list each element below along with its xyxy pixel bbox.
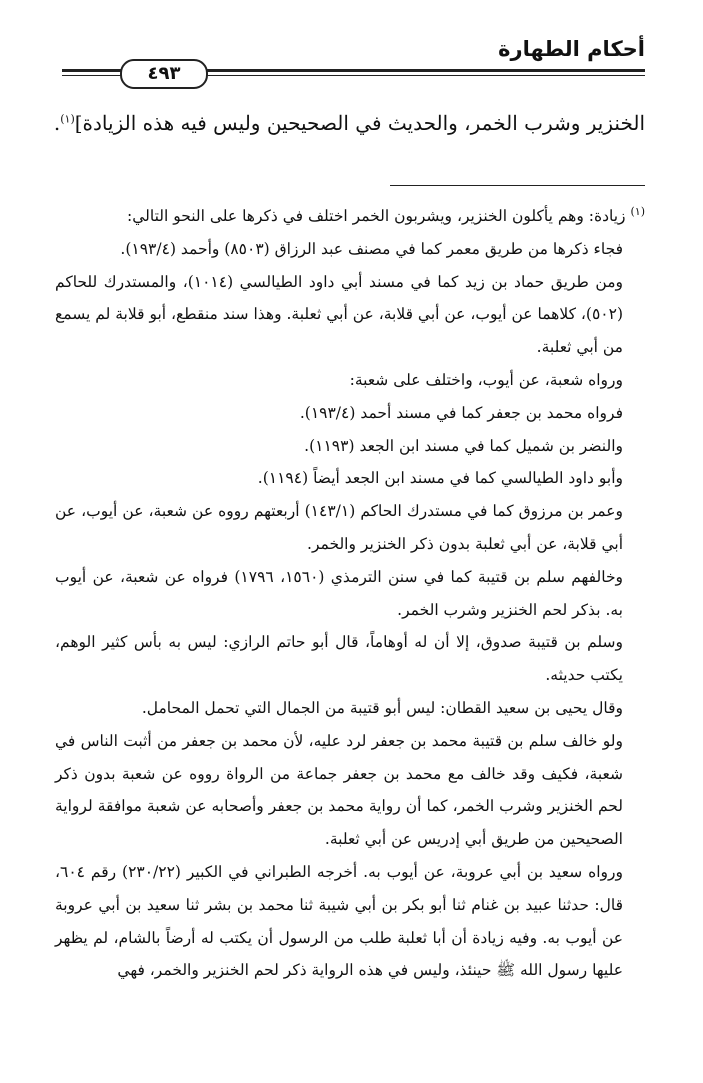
footnote-line: زيادة: وهم يأكلون الخنزير، ويشربون الخمر اختلف في ذكرها على النحو التالي: xyxy=(126,207,626,225)
page-number: ٤٩٣ xyxy=(120,59,208,89)
footnote-paragraph: فجاء ذكرها من طريق معمر كما في مصنف عبد الرزاق (٨٥٠٣) وأحمد (١٩٣/٤). xyxy=(120,239,623,258)
footnote-paragraph: ولو خالف سلم بن قتيبة محمد بن جعفر لرد عليه، لأن محمد بن جعفر من أثبت الناس في شعبة، فكيف وقد خالف مع محمد بن جعفر جماعة من الرواة رووه عن شعبة بدون ذكر لحم الخنزير وشرب الخمر، كما أن رواية محمد بن جعفر وأصحابه عن شعبة موافقة لرواية الصحيحين من طريق أبي إدريس عن أبي ثعلبة. xyxy=(55,731,623,849)
footnote-paragraph: وعمر بن مرزوق كما في مستدرك الحاكم (١٤٣/١) أربعتهم رووه عن شعبة، عن أيوب، عن أبي قلابة، عن أبي ثعلبة بدون ذكر الخنزير والخمر. xyxy=(55,502,624,553)
main-text-end: . xyxy=(53,111,61,135)
footnote-marker: (١) xyxy=(630,204,645,218)
footnote-paragraph: ورواه شعبة، عن أيوب، واختلف على شعبة: xyxy=(349,370,623,389)
footnote-paragraph: ورواه سعيد بن أبي عروبة، عن أيوب به. أخرجه الطبراني في الكبير (٢٣٠/٢٢) رقم ٦٠٤، قال: حدثنا عبيد بن غنام ثنا أبو بكر بن أبي شيبة ثنا محمد بن بشر ثنا سعيد بن أبي عروبة عن أيوب به. وفيه زيادة أن أبا ثعلبة طلب من الرسول أن يكتب له أرضاً بالشام، لم يظهر عليها رسول الله ﷺ حينئذ، وليس في هذه الرواية ذكر لحم الخنزير والخمر، فهي xyxy=(55,862,623,980)
footnote-paragraph: وأبو داود الطيالسي كما في مسند ابن الجعد أيضاً (١١٩٤). xyxy=(257,469,623,488)
footnotes xyxy=(55,200,645,987)
footnote-paragraph: فرواه محمد بن جعفر كما في مسند أحمد (١٩٣/٤). xyxy=(299,403,623,422)
main-text-line: الخنزير وشرب الخمر، والحديث في الصحيحين وليس فيه هذه الزيادة] xyxy=(74,111,645,135)
running-title: أحكام الطهارة xyxy=(498,37,645,61)
footnote-paragraph: وسلم بن قتيبة صدوق، إلا أن له أوهاماً، قال أبو حاتم الرازي: ليس به بأس كثير الوهم، يكتب حديثه. xyxy=(55,633,623,685)
footnote-paragraph: ومن طريق حماد بن زيد كما في مسند أبي داود الطيالسي (١٠١٤)، والمستدرك للحاكم (٥٠٢)، كلاهما عن أيوب، عن أبي قلابة، عن أبي ثعلبة. وهذا سند منقطع، أبو قلابة لم يسمع من أبي ثعلبة. xyxy=(55,272,624,357)
main-text-note-marker: (١) xyxy=(60,112,75,126)
footnote-paragraph xyxy=(55,200,645,233)
footnote-paragraph: وخالفهم سلم بن قتيبة كما في سنن الترمذي (١٥٦٠، ١٧٩٦) فرواه عن شعبة، عن أيوب به. بذكر لحم الخنزير وشرب الخمر. xyxy=(55,567,624,619)
footnote-paragraph: وقال يحيى بن سعيد القطان: ليس أبو قتيبة من الجمال التي تحمل المحامل. xyxy=(141,698,623,717)
main-text xyxy=(53,104,645,142)
footnote-separator xyxy=(390,185,645,186)
footnote-paragraph: والنضر بن شميل كما في مسند ابن الجعد (١١٩٣). xyxy=(304,436,623,455)
